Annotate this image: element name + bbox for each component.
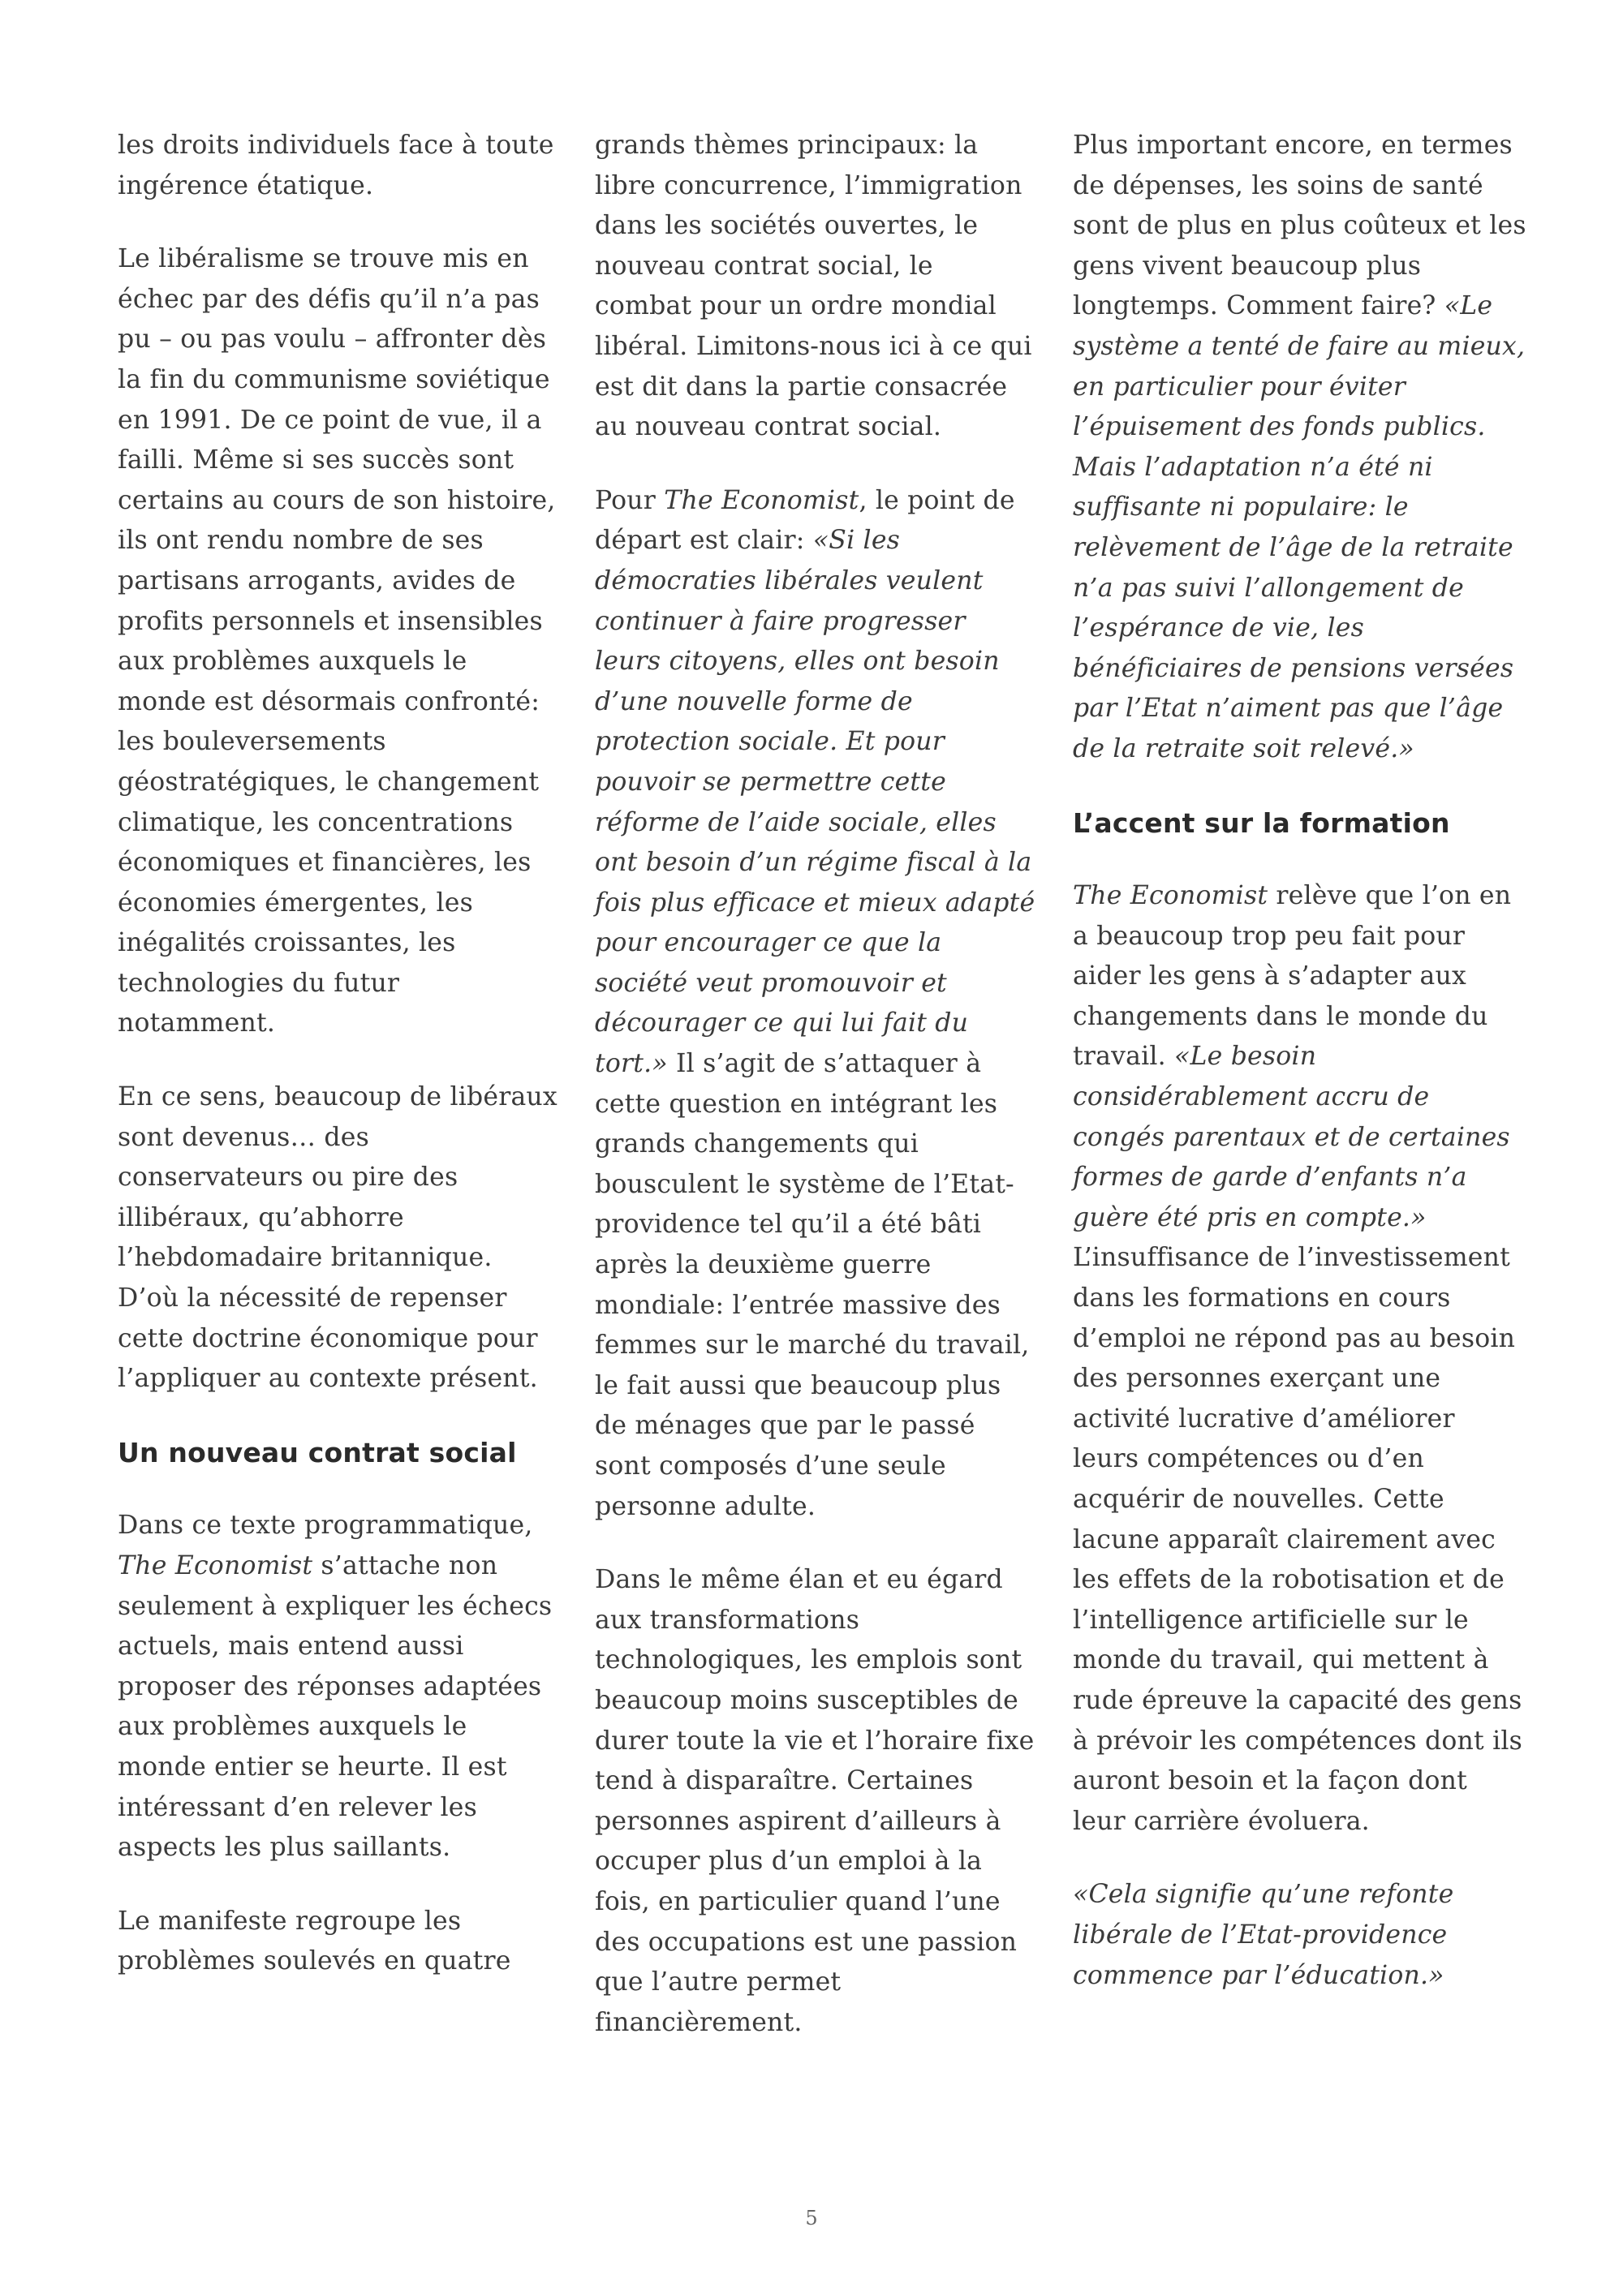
text-run: Plus important encore, en termes de dépenses, les soins de santé sont de plus en plus coûteux et les gens vivent beaucoup plus longtemps. Comment faire? [1073,131,1526,321]
section-heading: Un nouveau contrat social [118,1436,517,1468]
text-run: Dans ce texte programmatique, [118,1511,533,1541]
paragraph [1073,876,1527,1842]
text-run: Pour [595,485,665,515]
paragraph: grands thèmes principaux: la libre concurrence, l’immigration dans les sociétés ouvertes, le nouveau contrat social, le combat pour un ordre mondial libéral. Limitons-nous ici à ce qui est dit dans la partie consacrée au nouveau contrat social. [595,131,1032,442]
paragraph: En ce sens, beaucoup de libéraux sont devenus… des conservateurs ou pire des illibéraux, qu’abhorre l’hebdomadaire britannique. D’où la nécessité de repenser cette doctrine économique pour l’appliquer au contexte présent. [118,1082,558,1394]
section-heading: L’accent sur la formation [1073,806,1450,839]
text-run: s’attache non seulement à expliquer les échecs actuels, mais entend aussi proposer des réponses adaptées aux problèmes auxquels le monde entier se heurte. Il est intéressant d’en relever les aspects les plus saillants. [118,1551,553,1863]
paragraph: Le manifeste regroupe les problèmes soulevés en quatre [118,1906,511,1976]
paragraph [595,481,1037,1527]
quotation: «Cela signifie qu’une refonte libérale de l’Etat-providence commence par l’éducation.» [1073,1880,1454,1990]
publication-name: The Economist [118,1551,313,1580]
text-run: Il s’agit de s’attaquer à cette question en intégrant les grands changements qui bousculent le système de l’Etat-providence tel qu’il a été bâti après la deuxième guerre mondiale: l’entrée massive des femmes sur le marché du travail, le fait aussi que beaucoup plus de ménages que par le passé sont composés d’une seule personne adulte. [595,1049,1030,1521]
column-1 [118,126,560,2015]
paragraph: Dans le même élan et eu égard aux transformations technologiques, les emplois sont beaucoup moins susceptibles de durer toute la vie et l’horaire fixe tend à disparaître. Certaines personnes aspirent d’ailleurs à occuper plus d’un emploi à la fois, en particulier quand l’une des occupations est une passion que l’autre permet financièrement. [595,1565,1035,2037]
column-3 [1073,126,1527,2029]
paragraph [1073,126,1527,770]
paragraph: Le libéralisme se trouve mis en échec par des défis qu’il n’a pas pu – ou pas voulu – affronter dès la fin du communisme soviétique en 1991. De ce point de vue, il a failli. Même si ses succès sont certains au cours de son histoire, ils ont rendu nombre de ses partisans arrogants, avides de profits personnels et insensibles aux problèmes auxquels le monde est désormais confronté: les bouleversements géostratégiques, le changement climatique, les concentrations économiques et financières, les économies émergentes, les inégalités croissantes, les technologies du futur notamment. [118,244,556,1038]
text-run: L’insuffisance de l’investissement dans les formations en cours d’emploi ne répond pas au besoin des personnes exerçant une activité lucrative d’améliorer leurs compétences ou d’en acquérir de nouvelles. Cette lacune apparaît clairement avec les effets de la robotisation et de l’intelligence artificielle sur le monde du travail, qui mettent à rude épreuve la capacité des gens à prévoir les compétences dont ils auront besoin et la façon dont leur carrière évoluera. [1073,1243,1522,1836]
text-run: relève que l’on en a beaucoup trop peu fait pour aider les gens à s’adapter aux changements dans le monde du travail. [1073,881,1512,1072]
paragraph: les droits individuels face à toute ingérence étatique. [118,131,554,200]
paragraph [118,1506,560,1868]
paragraph [1073,1875,1527,1996]
column-2 [595,126,1037,2076]
quotation: «Le système a tenté de faire au mieux, en particulier pour éviter l’épuisement des fonds publics. Mais l’adaptation n’a été ni suffisante ni populaire: le relèvement de l’âge de la retraite n’a pas suivi l’allongement de l’espérance de vie, les bénéficiaires de pensions versées par l’Etat n’aiment pas que l’âge de la retraite soit relevé.» [1073,291,1526,763]
publication-name: The Economist [664,485,859,515]
quotation: «Si les démocraties libérales veulent continuer à faire progresser leurs citoyens, elles ont besoin d’une nouvelle forme de protection sociale. Et pour pouvoir se permettre cette réforme de l’aide sociale, elles ont besoin d’un régime fiscal à la fois plus efficace et mieux adapté pour encourager ce que la société veut promouvoir et décourager ce qui lui fait du tort.» [595,526,1035,1079]
quotation: «Le besoin considérablement accru de congés parentaux et de certaines formes de garde d’enfants n’a guère été pris en compte.» [1073,1042,1510,1232]
page-number: 5 [805,2207,818,2229]
publication-name: The Economist [1073,881,1268,911]
text-run: , le point de départ est clair: [595,485,1015,556]
